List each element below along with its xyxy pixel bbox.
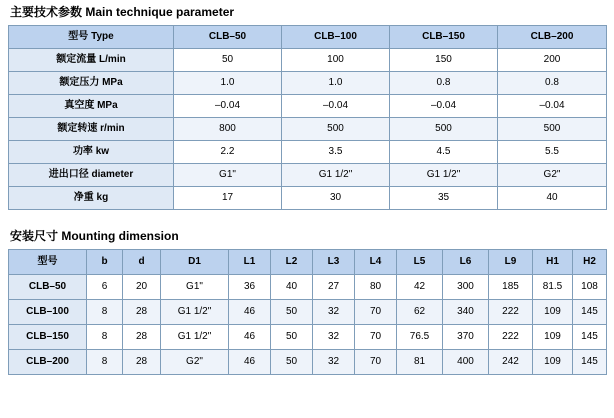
table-row	[9, 187, 607, 210]
cell-value: 108	[573, 275, 607, 300]
cell-value: 0.8	[498, 72, 607, 95]
main-parameters-title: 主要技术参数 Main technique parameter	[10, 5, 235, 19]
cell-value: 30	[282, 187, 390, 210]
table-row	[9, 118, 607, 141]
cell-value: 500	[390, 118, 498, 141]
mounting-dimension-title: 安装尺寸 Mounting dimension	[10, 229, 179, 243]
column-header: 型号 Type	[9, 26, 174, 49]
row-label: 真空度 MPa	[9, 95, 174, 118]
cell-value: G2"	[161, 350, 229, 375]
cell-value: 8	[87, 325, 123, 350]
cell-value: 70	[355, 325, 397, 350]
cell-value: 32	[313, 350, 355, 375]
cell-value: 28	[123, 350, 161, 375]
cell-value: 50	[271, 350, 313, 375]
table-row	[9, 49, 607, 72]
cell-value: 109	[533, 300, 573, 325]
column-header: L9	[489, 250, 533, 275]
row-label: 功率 kw	[9, 141, 174, 164]
cell-value: 17	[174, 187, 282, 210]
column-header: H2	[573, 250, 607, 275]
cell-value: 81.5	[533, 275, 573, 300]
cell-value: 100	[282, 49, 390, 72]
cell-value: 6	[87, 275, 123, 300]
table-row	[9, 325, 607, 350]
row-label: CLB–150	[9, 325, 87, 350]
table-row	[9, 164, 607, 187]
cell-value: 3.5	[282, 141, 390, 164]
cell-value: 50	[271, 325, 313, 350]
row-label: CLB–200	[9, 350, 87, 375]
cell-value: 222	[489, 325, 533, 350]
column-header: CLB–200	[498, 26, 607, 49]
cell-value: 145	[573, 300, 607, 325]
cell-value: 200	[498, 49, 607, 72]
column-header: d	[123, 250, 161, 275]
column-header: L2	[271, 250, 313, 275]
mounting-table-wrap	[8, 249, 606, 375]
cell-value: 50	[174, 49, 282, 72]
table-row	[9, 72, 607, 95]
column-header: L1	[229, 250, 271, 275]
cell-value: 242	[489, 350, 533, 375]
cell-value: 109	[533, 350, 573, 375]
column-header: L4	[355, 250, 397, 275]
cell-value: 46	[229, 325, 271, 350]
row-label: 进出口径 diameter	[9, 164, 174, 187]
column-header: H1	[533, 250, 573, 275]
cell-value: 27	[313, 275, 355, 300]
cell-value: 46	[229, 300, 271, 325]
table-header-row	[9, 26, 607, 49]
cell-value: 50	[271, 300, 313, 325]
row-label: 净重 kg	[9, 187, 174, 210]
table-row	[9, 275, 607, 300]
cell-value: 20	[123, 275, 161, 300]
row-label: 额定转速 r/min	[9, 118, 174, 141]
cell-value: 70	[355, 300, 397, 325]
cell-value: 28	[123, 300, 161, 325]
cell-value: 32	[313, 300, 355, 325]
column-header: CLB–50	[174, 26, 282, 49]
column-header: L5	[397, 250, 443, 275]
cell-value: 222	[489, 300, 533, 325]
cell-value: 150	[390, 49, 498, 72]
cell-value: 70	[355, 350, 397, 375]
section-spacer	[8, 210, 606, 224]
cell-value: G1"	[161, 275, 229, 300]
cell-value: G1 1/2"	[390, 164, 498, 187]
cell-value: 81	[397, 350, 443, 375]
row-label: 额定流量 L/min	[9, 49, 174, 72]
datasheet-page	[0, 3, 614, 418]
table-row	[9, 350, 607, 375]
cell-value: 400	[443, 350, 489, 375]
cell-value: 42	[397, 275, 443, 300]
column-header: CLB–100	[282, 26, 390, 49]
cell-value: 80	[355, 275, 397, 300]
table-header-row	[9, 250, 607, 275]
cell-value: G1 1/2"	[161, 325, 229, 350]
cell-value: 370	[443, 325, 489, 350]
table-row	[9, 95, 607, 118]
column-header: L3	[313, 250, 355, 275]
cell-value: 32	[313, 325, 355, 350]
table-row	[9, 300, 607, 325]
cell-value: 800	[174, 118, 282, 141]
cell-value: –0.04	[174, 95, 282, 118]
cell-value: 185	[489, 275, 533, 300]
cell-value: 109	[533, 325, 573, 350]
cell-value: 500	[498, 118, 607, 141]
cell-value: G1"	[174, 164, 282, 187]
main-parameters-table	[8, 25, 607, 210]
cell-value: 40	[271, 275, 313, 300]
cell-value: 46	[229, 350, 271, 375]
cell-value: –0.04	[282, 95, 390, 118]
cell-value: –0.04	[498, 95, 607, 118]
cell-value: 0.8	[390, 72, 498, 95]
row-label: CLB–100	[9, 300, 87, 325]
column-header: 型号	[9, 250, 87, 275]
cell-value: 36	[229, 275, 271, 300]
cell-value: G1 1/2"	[282, 164, 390, 187]
cell-value: 2.2	[174, 141, 282, 164]
row-label: 额定压力 MPa	[9, 72, 174, 95]
cell-value: 62	[397, 300, 443, 325]
column-header: CLB–150	[390, 26, 498, 49]
cell-value: –0.04	[390, 95, 498, 118]
cell-value: G2"	[498, 164, 607, 187]
cell-value: 35	[390, 187, 498, 210]
cell-value: 145	[573, 325, 607, 350]
cell-value: 340	[443, 300, 489, 325]
column-header: b	[87, 250, 123, 275]
cell-value: 500	[282, 118, 390, 141]
cell-value: 1.0	[282, 72, 390, 95]
cell-value: 40	[498, 187, 607, 210]
cell-value: 145	[573, 350, 607, 375]
cell-value: 1.0	[174, 72, 282, 95]
mounting-dimension-table	[8, 249, 607, 375]
table-row	[9, 141, 607, 164]
cell-value: 8	[87, 300, 123, 325]
cell-value: 8	[87, 350, 123, 375]
column-header: D1	[161, 250, 229, 275]
cell-value: 300	[443, 275, 489, 300]
cell-value: 28	[123, 325, 161, 350]
cell-value: 5.5	[498, 141, 607, 164]
column-header: L6	[443, 250, 489, 275]
cell-value: G1 1/2"	[161, 300, 229, 325]
cell-value: 4.5	[390, 141, 498, 164]
cell-value: 76.5	[397, 325, 443, 350]
row-label: CLB–50	[9, 275, 87, 300]
